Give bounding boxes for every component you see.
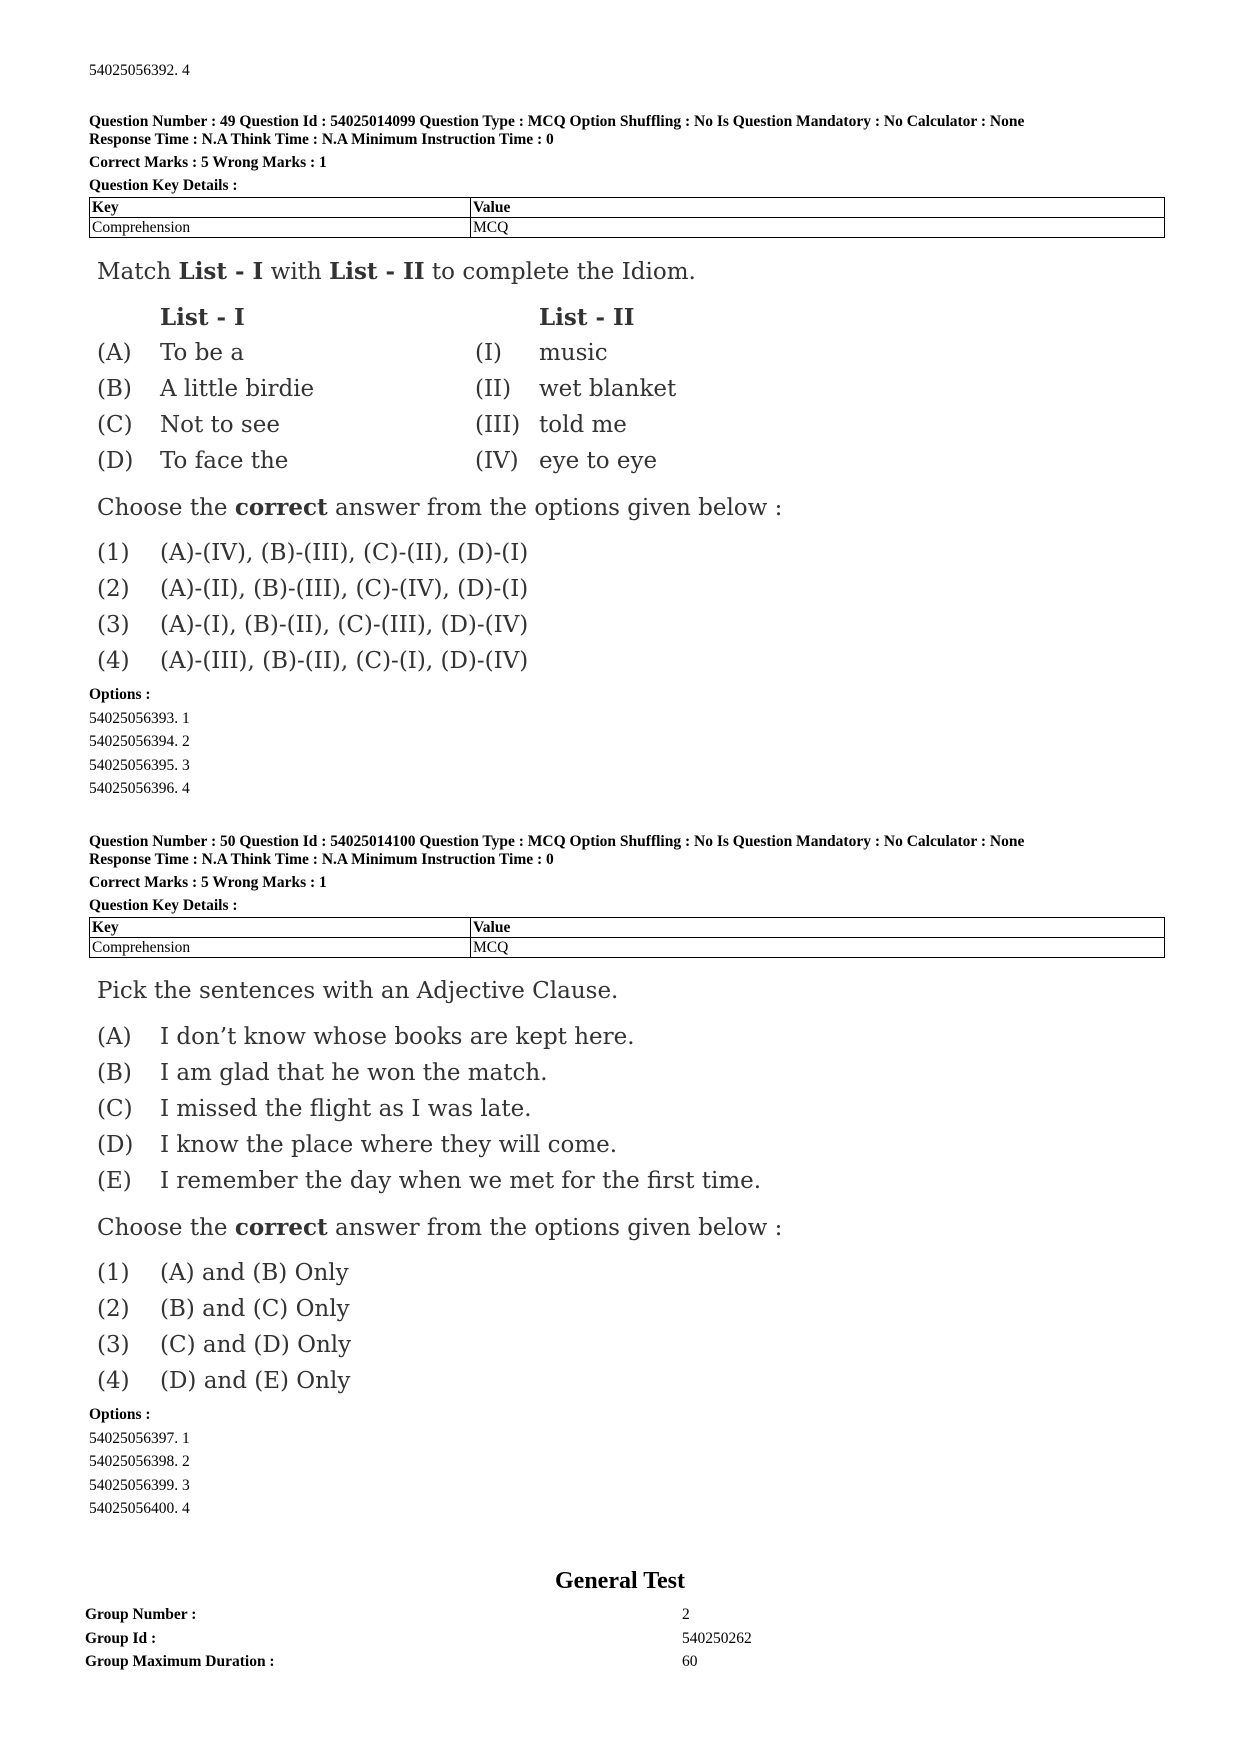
list-item: 54025056394. 2 bbox=[89, 733, 190, 750]
q49-answer-3-num: (3) bbox=[97, 612, 130, 638]
group-max-duration-label: Group Maximum Duration : bbox=[85, 1653, 275, 1670]
q49-row-ii-text: wet blanket bbox=[539, 376, 677, 402]
q49-marks: Correct Marks : 5 Wrong Marks : 1 bbox=[89, 154, 327, 171]
q49-row-a-text: To be a bbox=[160, 340, 245, 366]
q49-header bbox=[89, 113, 1167, 238]
table-row bbox=[90, 218, 1165, 238]
table-header-key: Key bbox=[90, 198, 471, 218]
q49-key-table bbox=[89, 197, 1165, 238]
q49-answer-3-text: (A)-(I), (B)-(II), (C)-(III), (D)-(IV) bbox=[160, 612, 529, 638]
table-row bbox=[90, 198, 1165, 218]
q50-key-table bbox=[89, 917, 1165, 958]
q49-row-i-text: music bbox=[539, 340, 608, 366]
list-item: 54025056393. 1 bbox=[89, 709, 190, 727]
q49-meta-line2: Response Time : N.A Think Time : N.A Minimum Instruction Time : 0 bbox=[89, 131, 554, 148]
q49-options bbox=[89, 686, 190, 804]
q50-meta-line1: Question Number : 50 Question Id : 54025014100 Question Type : MCQ Option Shuffling : No Is Question Mandatory : No Calculator : None bbox=[89, 833, 1025, 850]
q50-answer-4-text: (D) and (E) Only bbox=[160, 1368, 351, 1394]
q50-answer-1-text: (A) and (B) Only bbox=[160, 1260, 349, 1286]
q49-answer-2-num: (2) bbox=[97, 576, 130, 602]
q49-answer-1-text: (A)-(IV), (B)-(III), (C)-(II), (D)-(I) bbox=[160, 540, 529, 566]
q49-row-ii-label: (II) bbox=[475, 376, 512, 402]
q49-meta-line1: Question Number : 49 Question Id : 54025014099 Question Type : MCQ Option Shuffling : No Is Question Mandatory : No Calculator : None bbox=[89, 113, 1025, 130]
table-cell-value: MCQ bbox=[471, 218, 1165, 238]
q49-row-iv-label: (IV) bbox=[475, 448, 519, 474]
table-cell-key: Comprehension bbox=[90, 218, 471, 238]
q50-answer-2-text: (B) and (C) Only bbox=[160, 1296, 350, 1322]
list-item: 54025056396. 4 bbox=[89, 780, 190, 797]
q50-answer-4-num: (4) bbox=[97, 1368, 130, 1394]
prev-option-line: 54025056392. 4 bbox=[89, 62, 190, 79]
q50-item-d-text: I know the place where they will come. bbox=[160, 1132, 618, 1158]
list-item: 54025056397. 1 bbox=[89, 1429, 190, 1447]
q50-item-e-text: I remember the day when we met for the first time. bbox=[160, 1168, 762, 1194]
table-row bbox=[90, 918, 1165, 938]
q50-options-label: Options : bbox=[89, 1406, 151, 1423]
section-title: General Test bbox=[555, 1568, 685, 1594]
q50-options bbox=[89, 1406, 190, 1524]
q50-marks: Correct Marks : 5 Wrong Marks : 1 bbox=[89, 874, 327, 891]
q50-header bbox=[89, 833, 1167, 958]
q50-item-c-label: (C) bbox=[97, 1096, 133, 1122]
q50-answer-1-num: (1) bbox=[97, 1260, 130, 1286]
q50-item-b-text: I am glad that he won the match. bbox=[160, 1060, 548, 1086]
group-number-value: 2 bbox=[682, 1606, 690, 1623]
q49-row-b-label: (B) bbox=[97, 376, 132, 402]
q49-answer-4-text: (A)-(III), (B)-(II), (C)-(I), (D)-(IV) bbox=[160, 648, 529, 674]
group-number-label: Group Number : bbox=[85, 1606, 197, 1623]
table-row bbox=[90, 938, 1165, 958]
q49-options-label: Options : bbox=[89, 686, 151, 703]
q50-item-c-text: I missed the flight as I was late. bbox=[160, 1096, 532, 1122]
q49-answer-1-num: (1) bbox=[97, 540, 130, 566]
q50-item-a-text: I don’t know whose books are kept here. bbox=[160, 1024, 635, 1050]
q49-row-i-label: (I) bbox=[475, 340, 503, 366]
q49-row-b-text: A little birdie bbox=[160, 376, 315, 402]
q49-stem: Match List - I with List - II to complete the Idiom. bbox=[97, 258, 696, 285]
q50-key-details-label: Question Key Details : bbox=[89, 897, 238, 914]
group-id-label: Group Id : bbox=[85, 1630, 157, 1647]
group-max-duration-value: 60 bbox=[682, 1653, 698, 1670]
group-id-value: 540250262 bbox=[682, 1630, 752, 1647]
q50-answer-2-num: (2) bbox=[97, 1296, 130, 1322]
q49-row-c-text: Not to see bbox=[160, 412, 280, 438]
list-item: 54025056399. 3 bbox=[89, 1476, 190, 1494]
q49-answer-2-text: (A)-(II), (B)-(III), (C)-(IV), (D)-(I) bbox=[160, 576, 529, 602]
list-item: 54025056398. 2 bbox=[89, 1453, 190, 1470]
q49-list2-heading: List - II bbox=[539, 304, 635, 331]
q50-item-d-label: (D) bbox=[97, 1132, 134, 1158]
list-item: 54025056395. 3 bbox=[89, 756, 190, 774]
q49-row-iii-label: (III) bbox=[475, 412, 521, 438]
q50-answer-3-num: (3) bbox=[97, 1332, 130, 1358]
q50-item-b-label: (B) bbox=[97, 1060, 132, 1086]
q50-choose-instruction: Choose the correct answer from the options given below : bbox=[97, 1214, 783, 1241]
q49-choose-instruction: Choose the correct answer from the options given below : bbox=[97, 494, 783, 521]
q50-item-e-label: (E) bbox=[97, 1168, 132, 1194]
table-cell-value: MCQ bbox=[471, 938, 1165, 958]
q50-answer-3-text: (C) and (D) Only bbox=[160, 1332, 352, 1358]
q50-item-a-label: (A) bbox=[97, 1024, 132, 1050]
q49-answer-4-num: (4) bbox=[97, 648, 130, 674]
q49-row-d-label: (D) bbox=[97, 448, 134, 474]
q49-row-a-label: (A) bbox=[97, 340, 132, 366]
list-item: 54025056400. 4 bbox=[89, 1500, 190, 1517]
q49-list1-heading: List - I bbox=[160, 304, 245, 331]
q49-key-details-label: Question Key Details : bbox=[89, 177, 238, 194]
q50-stem: Pick the sentences with an Adjective Clause. bbox=[97, 978, 619, 1004]
q49-row-iv-text: eye to eye bbox=[539, 448, 658, 474]
table-header-key: Key bbox=[90, 918, 471, 938]
table-cell-key: Comprehension bbox=[90, 938, 471, 958]
table-header-value: Value bbox=[471, 198, 1165, 218]
q49-row-d-text: To face the bbox=[160, 448, 289, 474]
q50-meta-line2: Response Time : N.A Think Time : N.A Minimum Instruction Time : 0 bbox=[89, 851, 554, 868]
q49-row-iii-text: told me bbox=[539, 412, 627, 438]
q49-row-c-label: (C) bbox=[97, 412, 133, 438]
table-header-value: Value bbox=[471, 918, 1165, 938]
